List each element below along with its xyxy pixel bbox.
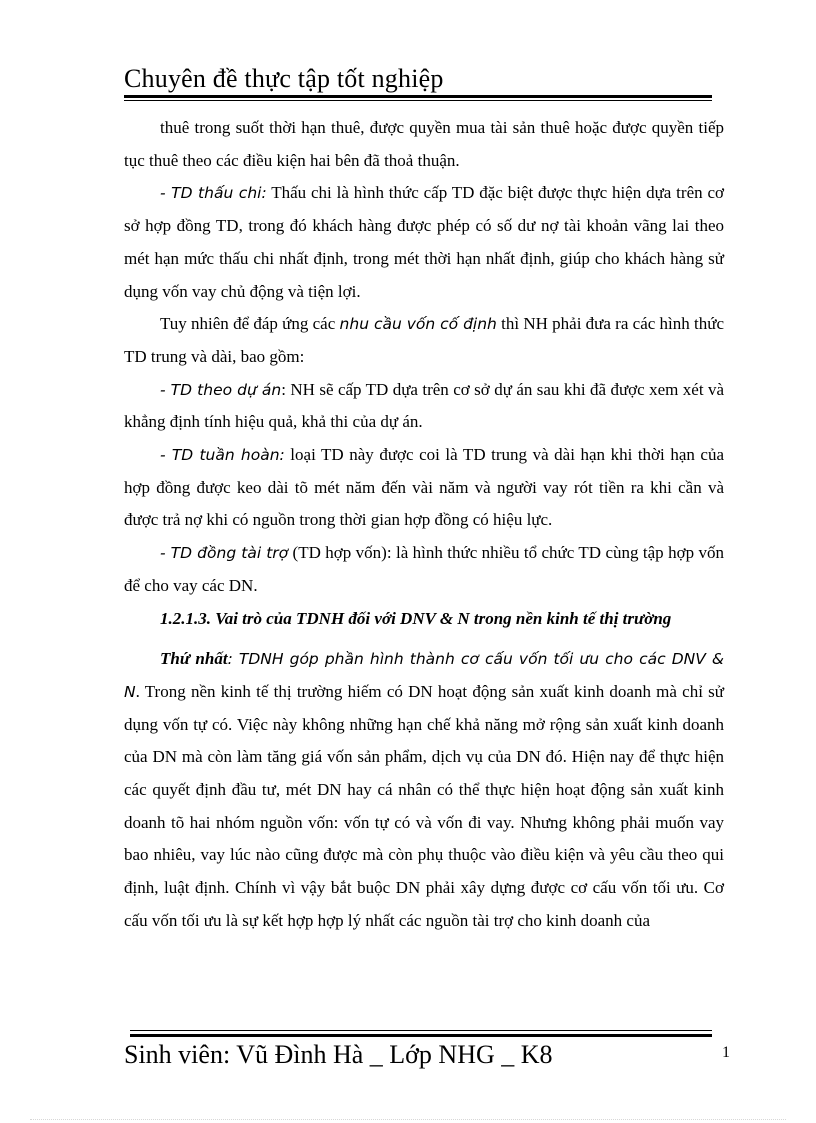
paragraph bbox=[124, 177, 724, 308]
paragraph-text: (TD hợp vốn): là hình thức nhiều tổ chức TD cùng tập hợp vốn để cho vay các DN. bbox=[124, 543, 724, 595]
page-edge-divider bbox=[30, 1119, 786, 1120]
section-heading: 1.2.1.3. Vai trò của TDNH đối với DNV & N trong nền kinh tế thị trường bbox=[160, 608, 672, 628]
paragraph-text: : NH sẽ cấp TD dựa trên cơ sở dự án sau khi đã được xem xét và khẳng định tính hiệu quả, khả thi của dự án. bbox=[124, 379, 725, 432]
term-label: - TD theo dự án bbox=[160, 380, 282, 399]
paragraph bbox=[124, 537, 724, 602]
term-label: - TD tuần hoàn: bbox=[160, 446, 285, 465]
paragraph bbox=[124, 308, 724, 373]
paragraph bbox=[124, 439, 724, 537]
paragraph-text: Thấu chi là hình thức cấp TD đặc biệt được thực hiện dựa trên cơ sở hợp đồng TD, trong đó khách hàng được phép có số dư nợ tài khoản vãng lai theo mét hạn mức thấu chi nhất định, trong mét thời hạn nhất định, giúp cho khách hàng sử dụng vốn vay chủ động và tiện lợi. bbox=[124, 183, 724, 301]
paragraph-text: Tuy nhiên để đáp ứng các bbox=[160, 314, 340, 334]
paragraph-text: . Trong nền kinh tế thị trường hiếm có DN hoạt động sản xuất kinh doanh mà chỉ sử dụng vốn tự có. Việc này không những hạn chế khả năng mở rộng sản xuất kinh doanh của DN mà còn làm tăng giá vốn sản phẩm, dịch vụ của DN đó. Hiện nay để thực hiện các quyết định đầu tư, mét DN hay cá nhân có thể thực hiện hoạt động sản xuất kinh doanh tõ hai nhóm nguồn vốn: vốn tự có và vốn đi vay. Nhưng không phải muốn vay bao nhiêu, vay lúc nào cũng được mà còn phụ thuộc vào điều kiện và yêu cầu theo qui định, luật định. Chính vì vậy bắt buộc DN phải xây dựng được cơ cấu vốn tối ưu. Cơ cấu vốn tối ưu là sự kết hợp hợp lý nhất các nguồn tài trợ cho kinh doanh của bbox=[124, 681, 724, 930]
italic-phrase: : TDNH góp phần hình thành cơ cấu vốn tối ưu cho các DNV & N bbox=[124, 650, 724, 701]
italic-phrase: nhu cầu vốn cố định bbox=[339, 315, 497, 334]
document-body bbox=[124, 112, 724, 938]
page-header-title: Chuyên đề thực tập tốt nghiệp bbox=[124, 64, 444, 93]
paragraph-text: loại TD này được coi là TD trung và dài hạn khi thời hạn của hợp đồng được keo dài tõ mét năm đến vài năm và người vay rót tiền ra khi cần và được trả nợ khi có nguồn trong thời gian hợp đồng có hiệu lực. bbox=[124, 445, 724, 530]
paragraph-text: thì NH phải đưa ra các hình thức TD trung và dài, bao gồm: bbox=[124, 314, 724, 366]
term-label: - TD đồng tài trợ bbox=[160, 544, 289, 563]
emphasis-label: Thứ nhất bbox=[160, 649, 228, 669]
header-rule-thick bbox=[124, 95, 712, 98]
header-rule-thin bbox=[124, 100, 712, 101]
page-number: 1 bbox=[722, 1044, 730, 1061]
footer-rule-thin bbox=[130, 1030, 712, 1031]
paragraph: thuê trong suốt thời hạn thuê, được quyền mua tài sản thuê hoặc được quyền tiếp tục thuê theo các điều kiện hai bên đã thoả thuận. bbox=[124, 118, 724, 170]
term-label: - TD thấu chi: bbox=[160, 184, 267, 203]
paragraph bbox=[124, 374, 724, 439]
page-footer-text: Sinh viên: Vũ Đình Hà _ Lớp NHG _ K8 bbox=[124, 1040, 553, 1069]
footer-rule-thick bbox=[130, 1034, 712, 1037]
paragraph bbox=[124, 643, 724, 937]
